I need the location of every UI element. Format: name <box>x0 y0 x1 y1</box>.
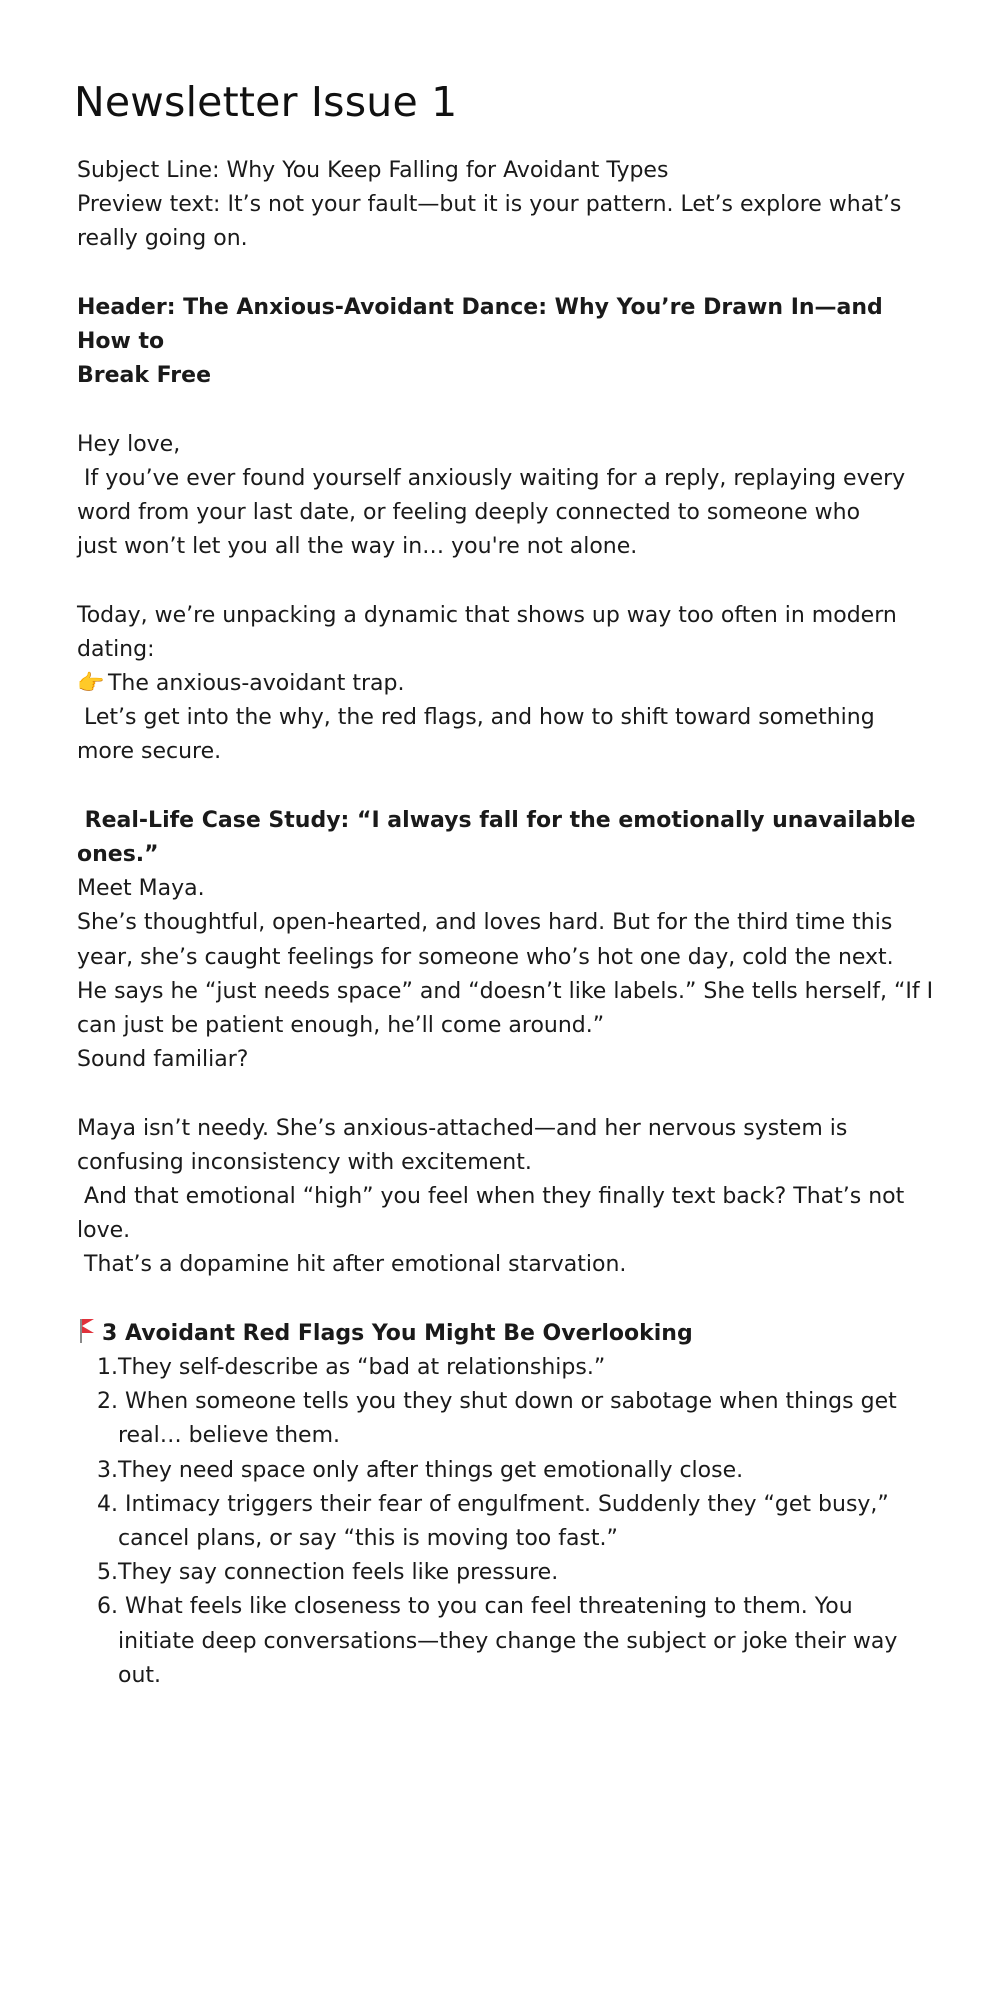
pointing-hand-icon: 👉 <box>77 671 105 696</box>
list-item-text: Intimacy triggers their fear of engulfment. Suddenly they “get busy,” <box>118 1491 889 1517</box>
today-line: dating: <box>77 636 155 662</box>
list-item-text: initiate deep conversations—they change the subject or joke their way <box>118 1628 898 1654</box>
lets-line: more secure. <box>77 739 222 765</box>
list-item <box>77 1590 943 1693</box>
list-item-number: 6. <box>97 1594 118 1620</box>
red-flags-list <box>77 1351 943 1693</box>
maya-line: can just be patient enough, he’ll come around.” <box>77 1013 605 1039</box>
needy-line: confusing inconsistency with excitement. <box>77 1149 532 1175</box>
list-item-text: They self-describe as “bad at relationships.” <box>118 1355 606 1381</box>
list-item <box>77 1488 943 1556</box>
list-item-number: 4. <box>97 1491 118 1517</box>
list-item-text: cancel plans, or say “this is moving too fast.” <box>118 1526 618 1552</box>
red-flag-icon <box>77 1318 97 1344</box>
today-line: Today, we’re unpacking a dynamic that shows up way too often in modern <box>77 602 897 628</box>
case-study-heading: Real-Life Case Study: “I always fall for the emotionally unavailable <box>77 807 916 833</box>
preview-text: Preview text: It’s not your fault—but it is your pattern. Let’s explore what’s <box>77 192 902 218</box>
intro-line: If you’ve ever found yourself anxiously waiting for a reply, replaying every <box>77 465 906 491</box>
subject-line: Subject Line: Why You Keep Falling for Avoidant Types <box>77 158 669 183</box>
maya-line: year, she’s caught feelings for someone who’s hot one day, cold the next. <box>77 944 894 970</box>
trap-line <box>77 667 943 701</box>
red-flags-heading-text: 3 Avoidant Red Flags You Might Be Overlooking <box>102 1320 693 1346</box>
lets-line: Let’s get into the why, the red flags, and how to shift toward something <box>77 705 875 731</box>
list-item-number: 3. <box>97 1457 118 1483</box>
list-item-text: They need space only after things get emotionally close. <box>118 1457 744 1483</box>
list-item <box>77 1556 943 1590</box>
case-study-heading-cont: ones.” <box>77 842 159 867</box>
list-item <box>77 1454 943 1488</box>
list-item-text: real… believe them. <box>118 1423 341 1449</box>
list-item-text: out. <box>118 1662 162 1688</box>
list-item <box>77 1385 943 1453</box>
list-item-number: 2. <box>97 1389 118 1415</box>
high-line: love. <box>77 1218 131 1244</box>
preview-text-cont: really going on. <box>77 226 248 252</box>
list-item-number: 1. <box>97 1355 118 1381</box>
red-flags-heading <box>77 1317 943 1351</box>
dopamine-line: That’s a dopamine hit after emotional starvation. <box>77 1252 627 1278</box>
intro-line: just won’t let you all the way in… you're not alone. <box>77 534 638 560</box>
needy-line: Maya isn’t needy. She’s anxious-attached—and her nervous system is <box>77 1115 848 1141</box>
list-item-text: They say connection feels like pressure. <box>118 1560 559 1586</box>
list-item <box>77 1351 943 1385</box>
page-title: Newsletter Issue 1 <box>74 78 458 126</box>
header-text: Header: The Anxious-Avoidant Dance: Why You’re Drawn In—and How to <box>77 294 891 354</box>
high-line: And that emotional “high” you feel when they finally text back? That’s not <box>77 1184 905 1210</box>
header-text-cont: Break Free <box>77 363 211 389</box>
list-item-number: 5. <box>97 1560 118 1586</box>
trap-text: The anxious-avoidant trap. <box>101 671 405 696</box>
familiar-line: Sound familiar? <box>77 1047 249 1073</box>
list-item-text: When someone tells you they shut down or sabotage when things get <box>118 1389 897 1415</box>
meet-line: Meet Maya. <box>77 876 205 902</box>
newsletter-body <box>77 154 943 1693</box>
maya-line: He says he “just needs space” and “doesn’t like labels.” She tells herself, “If I <box>77 978 934 1004</box>
maya-line: She’s thoughtful, open-hearted, and loves hard. But for the third time this <box>77 910 893 936</box>
intro-line: word from your last date, or feeling deeply connected to someone who <box>77 500 861 525</box>
list-item-text: What feels like closeness to you can feel threatening to them. You <box>118 1594 853 1620</box>
greeting: Hey love, <box>77 431 181 457</box>
